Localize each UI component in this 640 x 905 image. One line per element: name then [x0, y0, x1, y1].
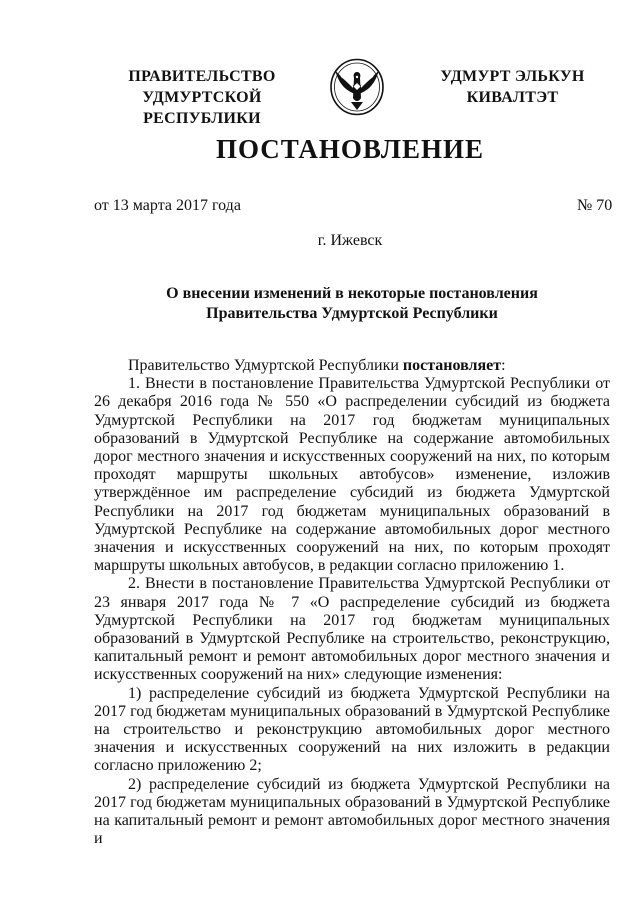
document-subject	[94, 284, 610, 324]
header-right	[420, 66, 605, 108]
document-title: ПОСТАНОВЛЕНИЕ	[215, 134, 485, 164]
paragraph-1: 1. Внести в постановление Правительства Удмуртской Республики от 26 декабря 2016 года № 550 «О распределении субсидий из бюджета Удмуртской Республики на 2017 год бюджетам муниципальных образований в Удмуртской Республике на содержание автомобильных дорог местного значения и искусственных сооружений на них, по которым проходят маршруты школьных автобусов» изменение, изложив утверждённое им распределение субсидий из бюджета Удмуртской Республики на 2017 год бюджетам муниципальных образований в Удмуртской Республике на содержание автомобильных дорог местного значения и искусственных сооружений на них, по которым проходят маршруты школьных автобусов, в редакции согласно приложению 1.	[94, 375, 610, 575]
intro-prefix: Правительство Удмуртской Республики	[128, 357, 403, 374]
document-body	[94, 357, 610, 848]
paragraph-2: 2. Внести в постановление Правительства Удмуртской Республики от 23 января 2017 года № 7 «О распределение субсидий из бюджета Удмуртской Республики на 2017 год бюджетам муниципальных образований в Удмуртской Республике на строительство, реконструкцию, капитальный ремонт и ремонт автомобильных дорог местного значения и искусственных сооружений на них» следующие изменения:	[94, 575, 610, 684]
header-right-line2: КИВАЛТЭТ	[466, 89, 559, 106]
intro-suffix: :	[501, 357, 506, 374]
coat-of-arms-icon	[329, 58, 385, 116]
header-left	[82, 66, 322, 129]
paragraph-3: 1) распределение субсидий из бюджета Удмуртской Республики на 2017 год бюджетам муниципальных образований в Удмуртской Республике на строительство и реконструкцию автомобильных дорог местного значения и искусственных сооружений на них изложить в редакции согласно приложению 2;	[94, 684, 610, 775]
header-left-line1: ПРАВИТЕЛЬСТВО	[128, 68, 276, 85]
subject-line1: О внесении изменений в некоторые постановления	[166, 285, 538, 302]
intro-paragraph	[94, 357, 610, 375]
subject-line2: Правительства Удмуртской Республики	[206, 305, 498, 322]
paragraph-4: 2) распределение субсидий из бюджета Удмуртской Республики на 2017 год бюджетам муниципальных образований в Удмуртской Республике на капитальный ремонт и ремонт автомобильных дорог местного значения и	[94, 775, 610, 848]
intro-verb: постановляет	[402, 357, 502, 374]
header-right-line1: УДМУРТ ЭЛЬКУН	[440, 68, 585, 85]
document-city: г. Ижевск	[317, 232, 383, 249]
document-number: № 70	[577, 197, 613, 214]
document-date: от 13 марта 2017 года	[94, 197, 241, 214]
header-left-line2: УДМУРТСКОЙ РЕСПУБЛИКИ	[142, 89, 262, 127]
